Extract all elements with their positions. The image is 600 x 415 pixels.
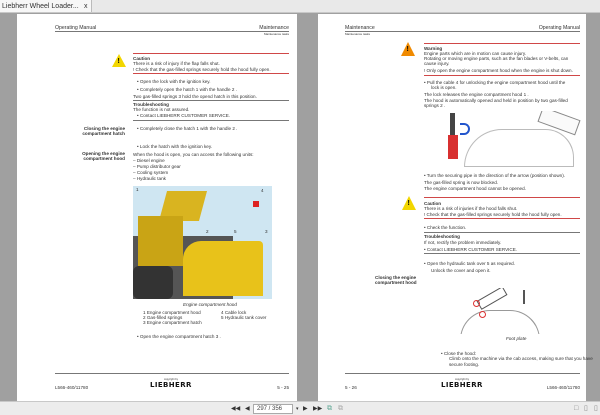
step: • Completely close the hatch 1 with the handle 2 . xyxy=(137,126,238,131)
legend-item: 5 Hydraulic tank cover xyxy=(221,315,267,320)
rule xyxy=(424,232,580,233)
side-id-text xyxy=(46,358,50,359)
doc-id: L566-460/11780 xyxy=(55,385,89,390)
text: The hood is automatically opened and held in position by two gas-filled xyxy=(424,98,568,103)
next-page-button[interactable]: ▶ xyxy=(303,406,308,412)
copyright-text: copyright by xyxy=(455,378,469,381)
legend-item: 3 Engine compartment hatch xyxy=(143,320,202,325)
liebherr-logo: LIEBHERR xyxy=(441,381,483,389)
troubleshooting-action: • Contact LIEBHERR CUSTOMER SERVICE. xyxy=(424,247,518,252)
callout: 4 xyxy=(261,188,264,193)
bottom-toolbar xyxy=(0,401,600,415)
rule xyxy=(133,100,289,101)
prev-page-button[interactable]: ◀ xyxy=(245,406,250,412)
caution-rule-bottom xyxy=(424,218,580,219)
fit-width-icon[interactable]: ▯ xyxy=(584,405,588,412)
step: • Open the hydraulic tank over 5 as required. xyxy=(424,261,515,266)
copyright-text: copyright by xyxy=(164,378,178,381)
doc-id: L566-460/11780 xyxy=(546,385,580,390)
fullscreen-icon[interactable]: ▯ xyxy=(594,405,598,412)
figure-caption: Engine compartment hood xyxy=(183,302,237,307)
warning-rule-bottom xyxy=(424,75,580,76)
callout: 2 xyxy=(206,229,209,234)
caution-text: There is a risk of injuries if the hood falls shut. xyxy=(424,206,518,211)
step: • Pull the cable 4 for unlocking the engine compartment hood until the xyxy=(424,80,566,85)
caution-rule-top xyxy=(424,197,580,198)
step: • Open the engine compartment hatch 3 . xyxy=(137,334,221,339)
close-tab-icon[interactable]: x xyxy=(84,3,88,10)
figure-caption: Foot plate xyxy=(506,336,527,341)
page-number: 5 - 26 xyxy=(345,385,357,390)
warning-icon: ! xyxy=(401,42,415,56)
step: • Open the lock with the ignition key. xyxy=(137,79,211,84)
document-tab[interactable] xyxy=(0,0,92,13)
caution-rule-top xyxy=(133,53,289,54)
caution-icon: ! xyxy=(402,196,416,210)
rule xyxy=(133,120,289,121)
warning-text: Rotating or moving engine parts, such as the fan blades or V-belts, can xyxy=(424,56,569,61)
warning-title: Warning xyxy=(424,46,443,51)
page-left xyxy=(17,14,297,401)
header-right: Maintenance xyxy=(259,25,289,31)
text: secure footing. xyxy=(449,362,480,367)
page-number: 5 - 25 xyxy=(277,385,289,390)
tab-title: Liebherr Wheel Loader... xyxy=(2,3,79,10)
legend-item: 2 Gas-filled springs xyxy=(143,315,183,320)
caution-icon: ! xyxy=(112,54,126,67)
footer-rule xyxy=(345,373,580,374)
caution-title: Caution xyxy=(133,56,151,61)
callout: 3 xyxy=(265,229,268,234)
text: Climb onto the machine via the cab access, making sure that you have xyxy=(449,356,593,361)
warning-check: ! Only open the engine compartment hood when the engine is shut down. xyxy=(424,68,573,73)
footer-rule xyxy=(55,373,289,374)
text: The gas-filled spring is now blocked. xyxy=(424,180,499,185)
engine-compartment-figure xyxy=(133,186,272,299)
text: springs 2 . xyxy=(424,103,446,108)
section-label: Opening the engine xyxy=(82,151,125,156)
warning-text: cause injury. xyxy=(424,61,450,66)
text: The engine compartment hood cannot be opened. xyxy=(424,186,526,191)
warning-text: Engine parts which are in motion can cause injury. xyxy=(424,51,527,56)
last-page-button[interactable]: ▶▶ xyxy=(313,406,323,412)
cable-lock-figure xyxy=(424,111,582,168)
caution-title: Caution xyxy=(424,201,442,206)
step: • Turn the securing pipe in the direction of the arrow (position shown). xyxy=(424,173,566,178)
page-dropdown-icon[interactable]: ▾ xyxy=(296,406,299,412)
step: • Close the hood: xyxy=(441,351,477,356)
section-label: Closing the engine xyxy=(83,126,125,131)
troubleshooting-title: Troubleshooting xyxy=(424,234,460,239)
step: lock is open. xyxy=(431,85,457,90)
single-page-view-icon[interactable]: ⧉ xyxy=(327,405,332,412)
unit-item: – Diesel engine xyxy=(133,158,165,163)
page-number-value: 297 / 356 xyxy=(257,406,283,412)
rule xyxy=(424,253,580,254)
fit-page-icon[interactable]: □ xyxy=(574,405,579,412)
caution-text: There is a risk of injury if the flap falls shut. xyxy=(133,61,220,66)
callout: 5 xyxy=(234,229,237,234)
page-number-input[interactable] xyxy=(253,404,293,414)
caution-check: ! Check that the gas-filled springs securely hold the hood fully open. xyxy=(424,212,562,217)
troubleshooting-text: If not, rectify the problem immediately. xyxy=(424,240,502,245)
opening-text: When the hood is open, you can access the following units: xyxy=(133,152,254,157)
section-label: Closing the engine xyxy=(375,275,417,280)
header-left: Maintenance xyxy=(345,25,375,31)
note: Two gas-filled springs 3 hold the opend hatch in this position. xyxy=(133,94,257,99)
warning-rule-top xyxy=(424,43,580,44)
unit-item: – Hydraulic tank xyxy=(133,176,166,181)
foot-plate-figure xyxy=(455,288,547,334)
page-right xyxy=(318,14,593,401)
header-sub: Maintenance tasks xyxy=(263,32,289,36)
section-label: compartment hatch xyxy=(82,131,125,136)
header-sub: Maintenance tasks xyxy=(345,32,371,36)
facing-pages-view-icon[interactable]: ⧉ xyxy=(338,405,343,412)
troubleshooting-action: • Contact LIEBHERR CUSTOMER SERVICE. xyxy=(137,113,231,118)
step: • Completely open the hatch 1 with the handle 2 . xyxy=(137,87,237,92)
section-label: compartment hood xyxy=(375,280,417,285)
caution-rule-bottom xyxy=(133,73,289,74)
step: • Lock the hatch with the ignition key. xyxy=(137,144,213,149)
header-right: Operating Manual xyxy=(538,25,580,31)
header-rule xyxy=(55,31,289,32)
header-rule xyxy=(345,31,580,32)
callout: 1 xyxy=(136,187,139,192)
legend-item: 4 Cable lock xyxy=(221,310,247,315)
troubleshooting-title: Troubleshooting xyxy=(133,102,169,107)
troubleshooting-text: The function is not assured. xyxy=(133,107,190,112)
legend-item: 1 Engine compartment hood xyxy=(143,310,201,315)
unit-item: – Cooling system xyxy=(133,170,169,175)
text: The lock releases the engine compartment hood 1 . xyxy=(424,92,529,97)
section-label: compartment hood xyxy=(83,156,125,161)
tab-bar xyxy=(0,0,600,13)
unit-item: – Pump distributor gear xyxy=(133,164,181,169)
caution-check: ! Check that the gas-filled springs securely hold the hood fully open. xyxy=(133,67,271,72)
header-left: Operating Manual xyxy=(55,25,97,31)
text: Unlock the cover and open it. xyxy=(431,268,491,273)
first-page-button[interactable]: ◀◀ xyxy=(231,406,241,412)
liebherr-logo: LIEBHERR xyxy=(150,381,192,389)
step: • Check the function. xyxy=(424,225,467,230)
